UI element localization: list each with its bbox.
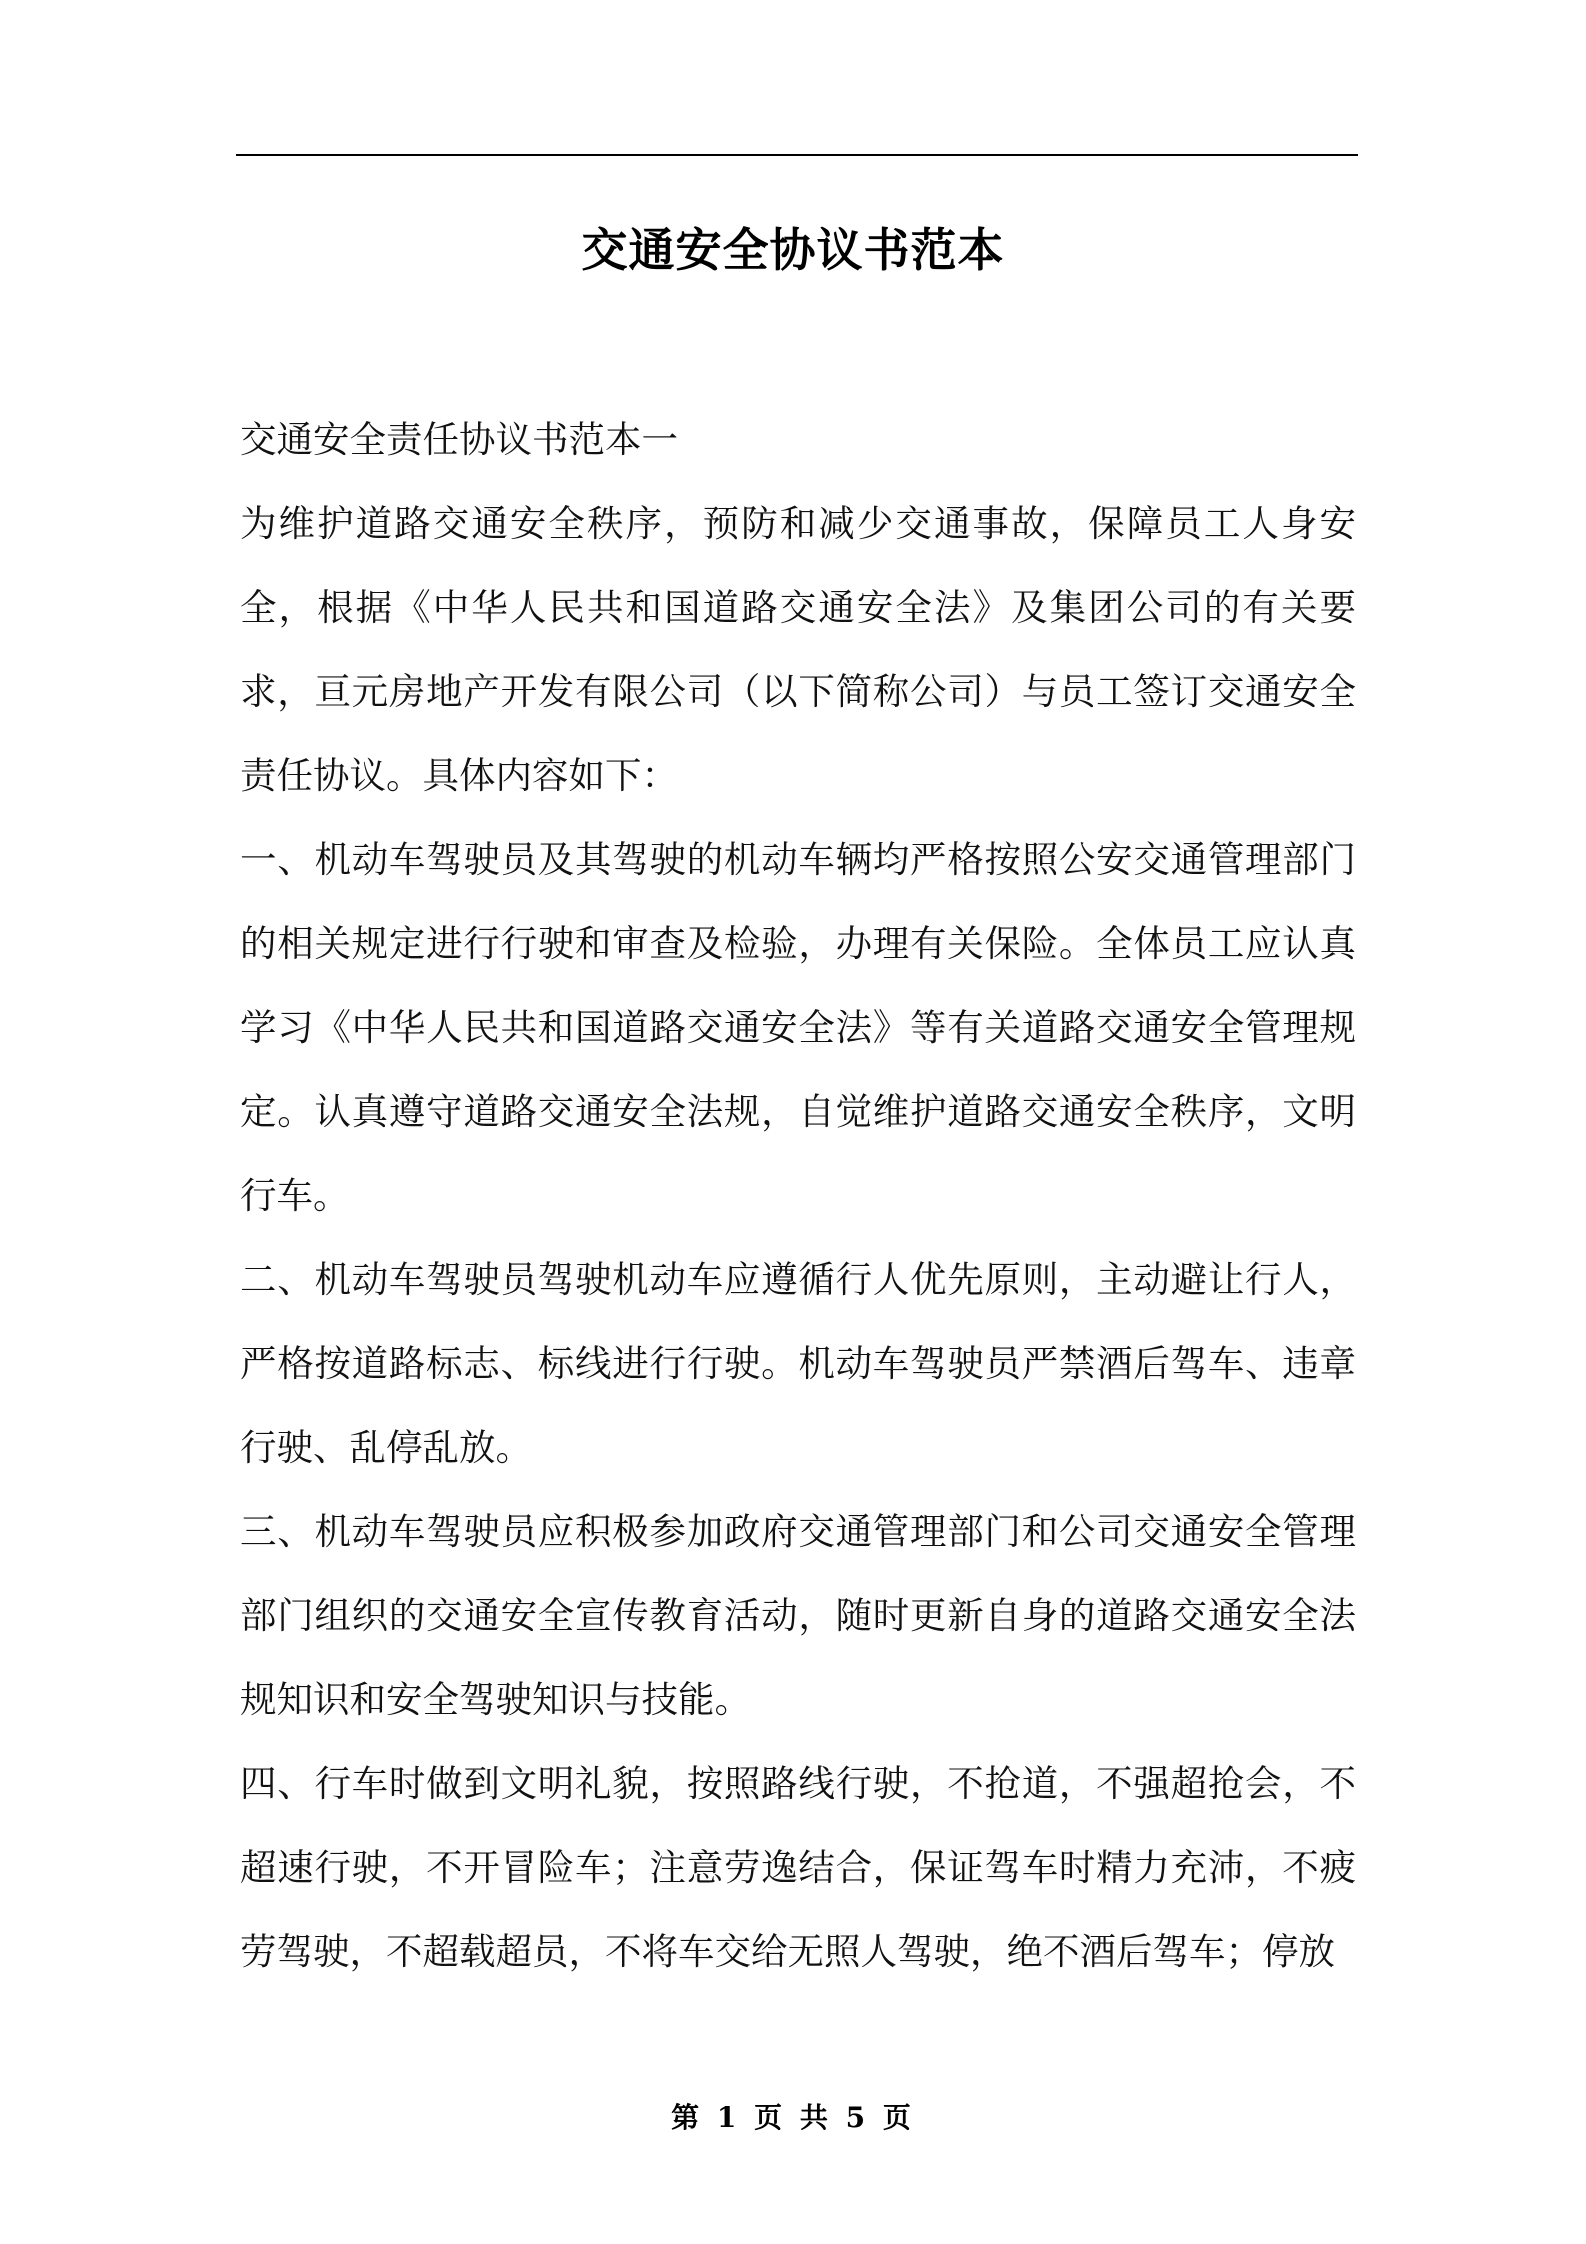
page-number-footer: 第 1 页 共 5 页 [671, 2101, 915, 2134]
document-body [240, 398, 1356, 1994]
paragraph-clause-2: 二、机动车驾驶员驾驶机动车应遵循行人优先原则，主动避让行人，严格按道路标志、标线进行行驶。机动车驾驶员严禁酒后驾车、违章行驶、乱停乱放。 [240, 1258, 1356, 1469]
section-heading: 交通安全责任协议书范本一 [240, 418, 678, 461]
paragraph-clause-3: 三、机动车驾驶员应积极参加政府交通管理部门和公司交通安全管理部门组织的交通安全宣传教育活动，随时更新自身的道路交通安全法规知识和安全驾驶知识与技能。 [240, 1510, 1356, 1721]
paragraph-intro: 为维护道路交通安全秩序，预防和减少交通事故，保障员工人身安全，根据《中华人民共和国道路交通安全法》及集团公司的有关要求，亘元房地产开发有限公司（以下简称公司）与员工签订交通安全责任协议。具体内容如下： [240, 502, 1356, 797]
header-rule [236, 154, 1358, 156]
document-title: 交通安全协议书范本 [581, 223, 1005, 277]
paragraph-clause-1: 一、机动车驾驶员及其驾驶的机动车辆均严格按照公安交通管理部门的相关规定进行行驶和审查及检验，办理有关保险。全体员工应认真学习《中华人民共和国道路交通安全法》等有关道路交通安全管理规定。认真遵守道路交通安全法规，自觉维护道路交通安全秩序，文明行车。 [240, 838, 1356, 1217]
paragraph-clause-4: 四、行车时做到文明礼貌，按照路线行驶，不抢道，不强超抢会，不超速行驶，不开冒险车；注意劳逸结合，保证驾车时精力充沛，不疲劳驾驶，不超载超员，不将车交给无照人驾驶，绝不酒后驾车；停放 [240, 1762, 1356, 1973]
